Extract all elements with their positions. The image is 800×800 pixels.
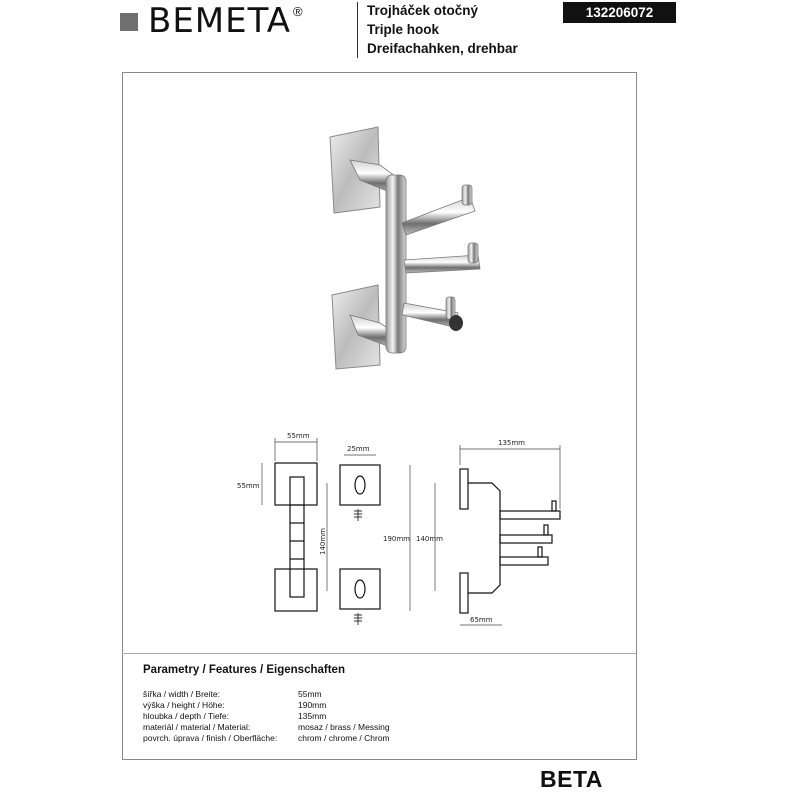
params-row: [143, 722, 390, 733]
registered-mark: ®: [293, 4, 303, 19]
front-bottom-plate: [275, 569, 317, 611]
params-row: [143, 700, 390, 711]
params-row: [143, 733, 390, 744]
param-value: chrom / chrome / Chrom: [298, 733, 390, 743]
series-name: BETA: [540, 766, 603, 792]
dim-depth-top: 25mm: [347, 445, 370, 453]
param-value: mosaz / brass / Messing: [298, 722, 390, 732]
brand-name: BEMETA: [148, 1, 292, 41]
title-cz: Trojháček otočný: [367, 3, 479, 18]
dim-length-top: 135mm: [498, 439, 525, 447]
param-value: 135mm: [298, 711, 327, 721]
product-code: 132206072: [563, 2, 676, 23]
dim-width-top: 55mm: [287, 432, 310, 440]
title-de: Dreifachahken, drehbar: [367, 41, 518, 56]
param-label: materiál / material / Material:: [143, 722, 251, 732]
title-en: Triple hook: [367, 22, 440, 37]
front-top-plate: [275, 463, 317, 505]
params-table: [143, 689, 390, 744]
side-hook-2: [500, 535, 552, 543]
side-hook-3: [500, 557, 548, 565]
mount-plate-bottom: [340, 569, 380, 609]
side-hook-1: [500, 511, 560, 519]
param-label: výška / height / Höhe:: [143, 700, 225, 710]
dim-side-center: 140mm: [416, 535, 443, 543]
params-row: [143, 711, 390, 722]
side-bottom-plate: [460, 573, 468, 613]
side-rod: [468, 483, 500, 593]
param-value: 55mm: [298, 689, 322, 699]
dim-height-left: 55mm: [237, 482, 260, 490]
dim-bottom-depth: 65mm: [470, 616, 493, 624]
dim-total-height: 190mm: [383, 535, 410, 543]
frame-divider: [122, 653, 637, 654]
technical-drawing: [230, 425, 580, 645]
dim-center-vertical: 140mm: [319, 528, 327, 555]
logo-square-icon: [120, 13, 138, 31]
product-titles: [367, 1, 518, 58]
params-row: [143, 689, 390, 700]
params-title: Parametry / Features / Eigenschaften: [143, 664, 345, 676]
brand-logo: [120, 1, 303, 41]
param-label: hloubka / depth / Tiefe:: [143, 711, 230, 721]
param-label: šířka / width / Breite:: [143, 689, 220, 699]
header-divider: [357, 2, 358, 58]
side-top-plate: [460, 469, 468, 509]
param-value: 190mm: [298, 700, 327, 710]
mount-plate-top: [340, 465, 380, 505]
param-label: povrch. úprava / finish / Oberfläche:: [143, 733, 278, 743]
front-rod: [290, 477, 304, 597]
product-photo: [320, 125, 500, 370]
